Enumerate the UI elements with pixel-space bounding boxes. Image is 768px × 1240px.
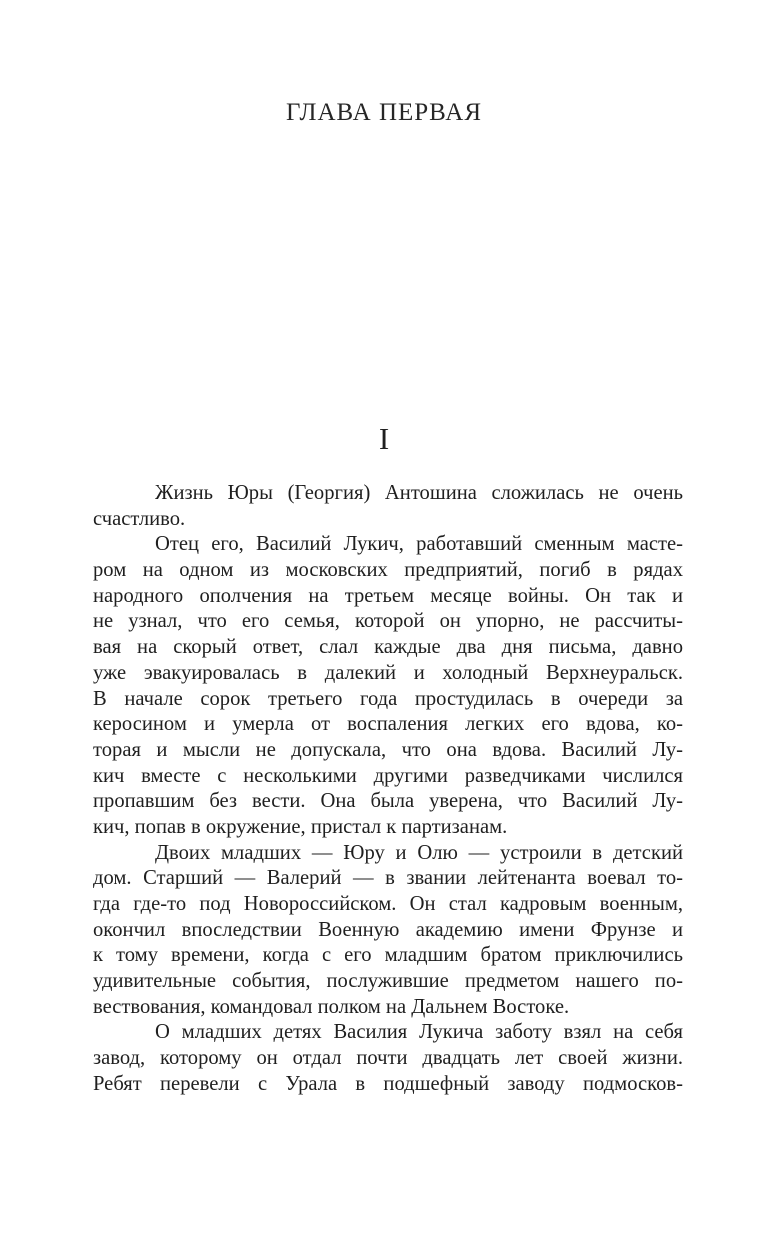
text-line: гда где-то под Новороссийском. Он стал кадровым военным, (93, 893, 683, 915)
text-line: завод, которому он отдал почти двадцать лет своей жизни. (93, 1047, 683, 1070)
text-line: дом. Старший — Валерий — в звании лейтенанта воевал то- (93, 867, 683, 890)
text-line: В начале сорок третьего года простудилась в очереди за (93, 687, 683, 710)
paragraph (93, 1020, 683, 1097)
text-line: к тому времени, когда с его младшим братом приключились (93, 944, 683, 967)
paragraph (93, 532, 683, 840)
text-line: кич, попав в окружение, пристал к партизанам. (93, 815, 508, 838)
text-line: Жизнь Юры (Георгия) Антошина сложилась не очень (155, 482, 683, 504)
text-line: окончил впоследствии Военную академию имени Фрунзе и (93, 918, 683, 941)
text-line: пропавшим без вести. Она была уверена, что Василий Лу- (93, 790, 683, 813)
text-line: ром на одном из московских предприятий, погиб в рядах (93, 559, 683, 582)
text-line: вая на скорый ответ, слал каждые два дня письма, давно (93, 636, 683, 659)
paragraph (93, 841, 683, 1021)
text-line: уже эвакуировалась в далекий и холодный Верхнеуральск. (93, 661, 683, 684)
paragraph (93, 481, 683, 532)
text-line: Ребят перевели с Урала в подшефный заводу подмосков- (93, 1072, 683, 1095)
chapter-title: ГЛАВА ПЕРВАЯ (285, 99, 483, 126)
body-text (93, 481, 683, 1098)
text-line: О младших детях Василия Лукича заботу взял на себя (155, 1021, 683, 1044)
text-line: Отец его, Василий Лукич, работавший сменным масте- (155, 533, 683, 556)
text-line: вествования, командовал полком на Дальнем Востоке. (93, 995, 570, 1018)
text-line: кич вместе с несколькими другими разведчиками числился (93, 764, 683, 787)
text-line: торая и мысли не допускала, что она вдова. Василий Лу- (93, 738, 683, 761)
text-line: удивительные события, послужившие предметом нашего по- (93, 970, 683, 993)
text-line: счастливо. (93, 507, 186, 530)
text-line: не узнал, что его семья, которой он упорно, не рассчиты- (93, 610, 683, 633)
text-line: народного ополчения на третьем месяце войны. Он так и (93, 584, 683, 607)
section-number: I (378, 421, 390, 456)
text-line: Двоих младших — Юру и Олю — устроили в детский (155, 841, 683, 864)
text-line: керосином и умерла от воспаления легких его вдова, ко- (93, 713, 683, 736)
